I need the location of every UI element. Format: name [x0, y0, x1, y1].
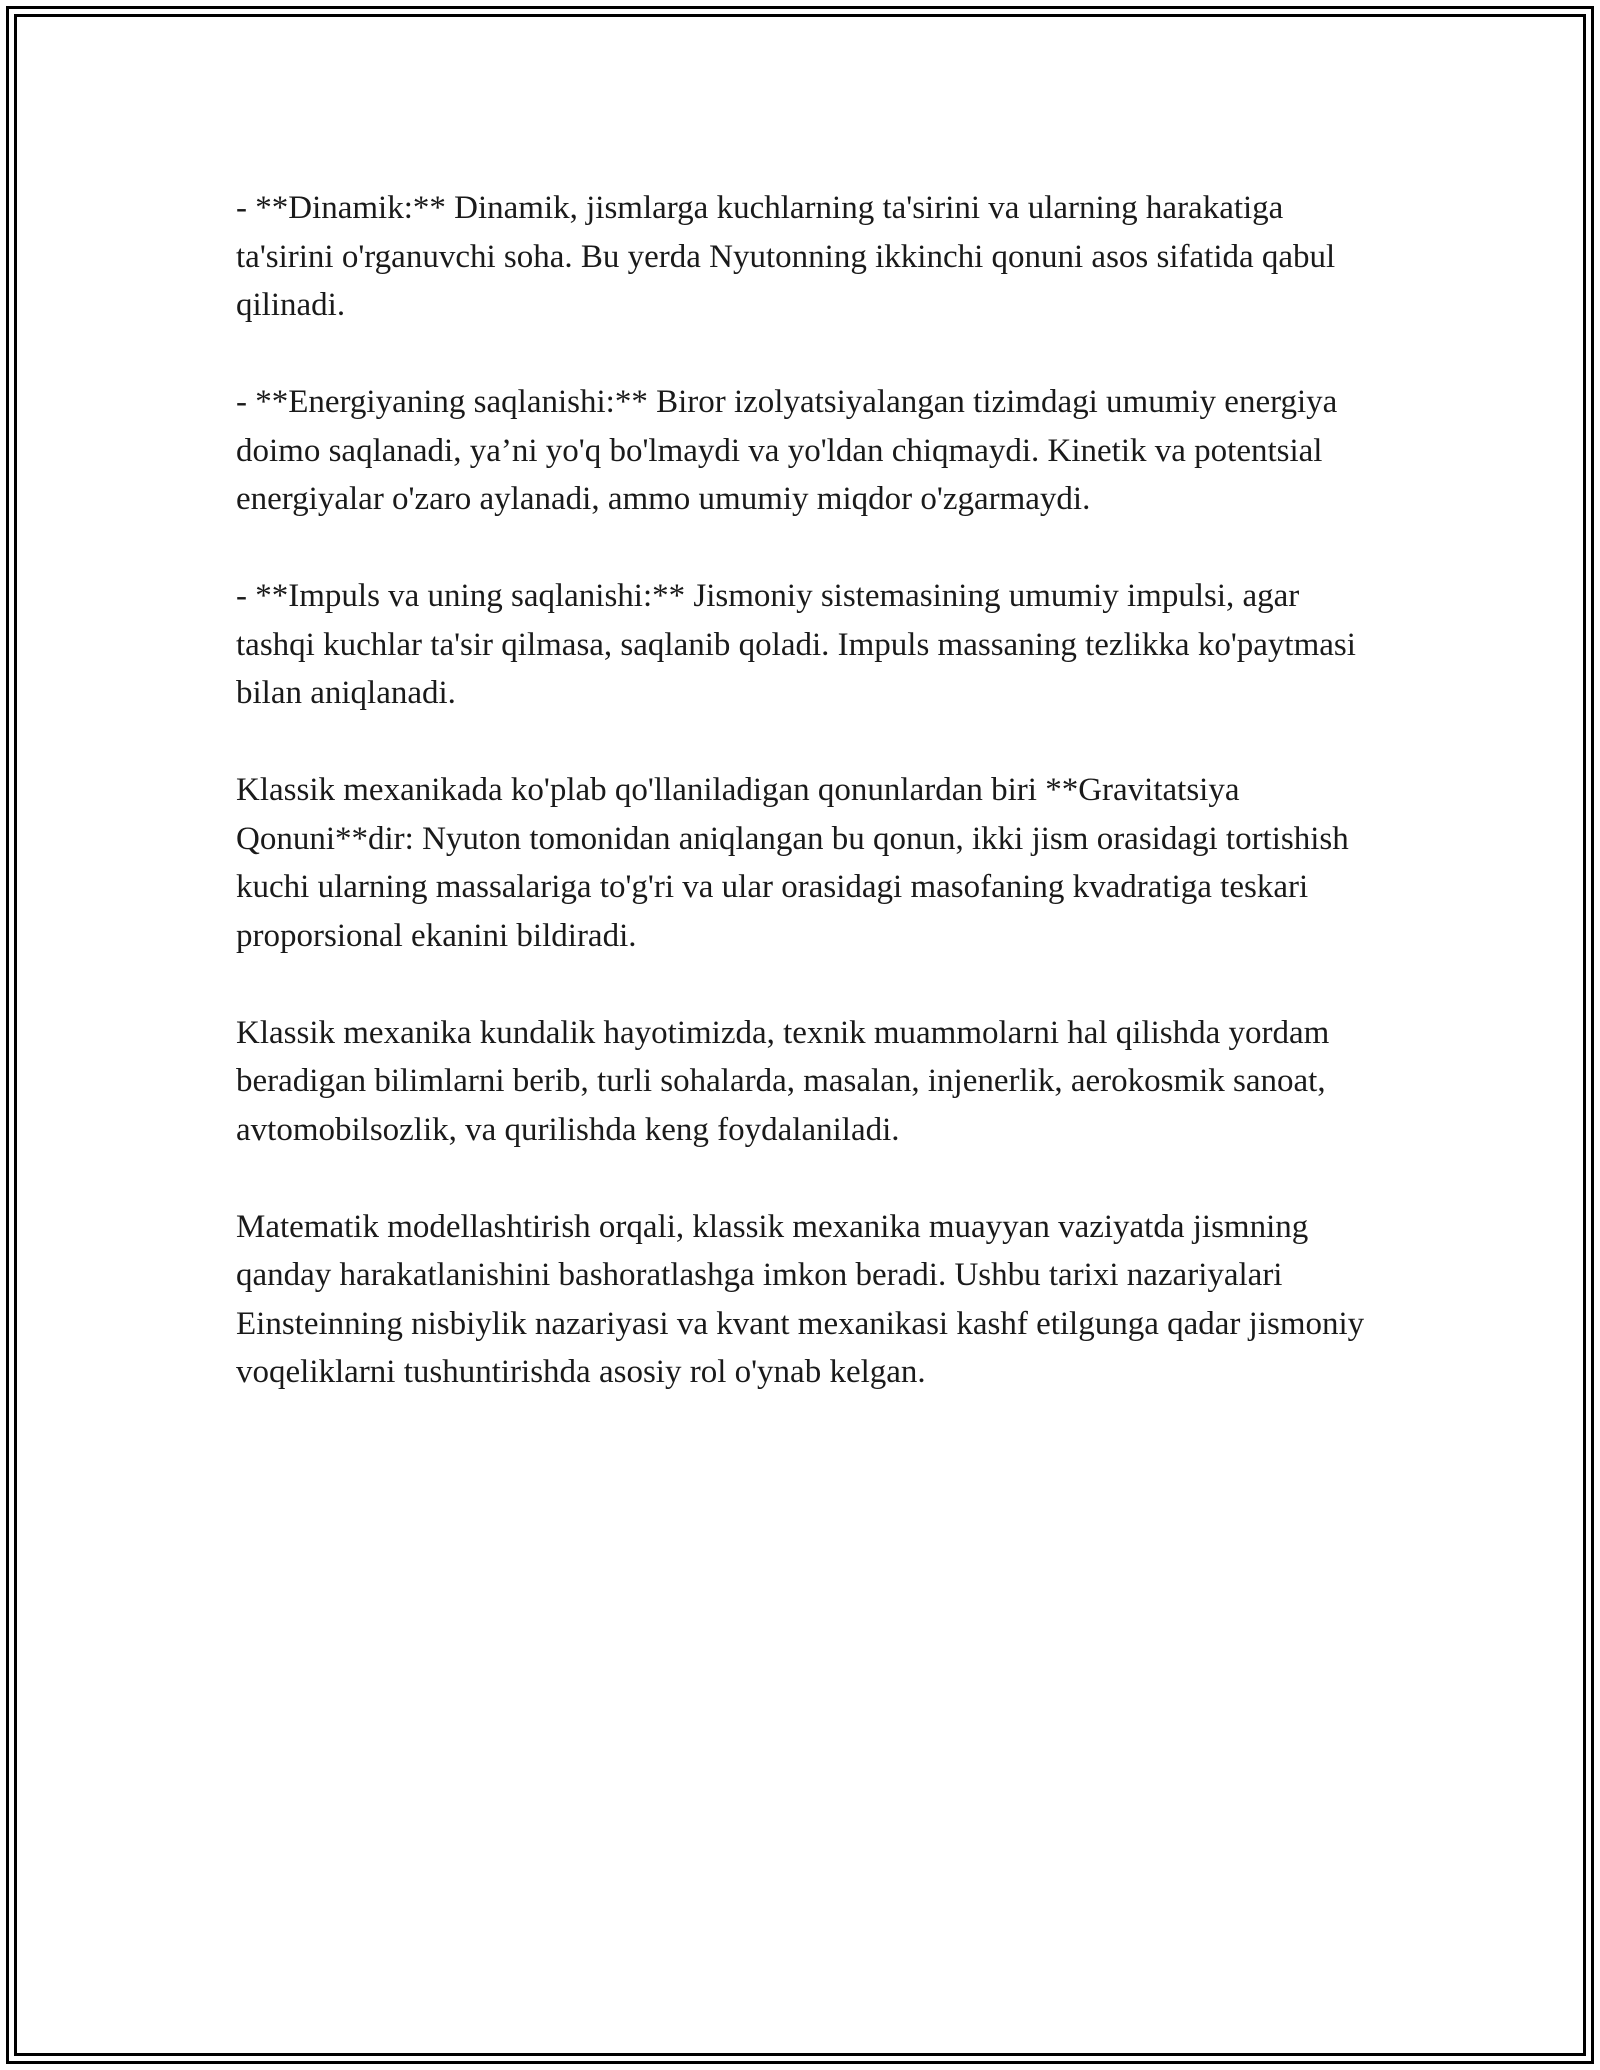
document-body: [236, 184, 1366, 1445]
paragraph-energiya-saqlanishi: - **Energiyaning saqlanishi:** Biror izolyatsiyalangan tizimdagi umumiy energiya doimo saqlanadi, ya’ni yo'q bo'lmaydi va yo'ldan chiqmaydi. Kinetik va potentsial energiyalar o'zaro aylanadi, ammo umumiy miqdor o'zgarmaydi.: [236, 384, 1338, 517]
paragraph-gravitatsiya-qonuni: Klassik mexanikada ko'plab qo'llaniladigan qonunlardan biri **Gravitatsiya Qonuni**dir: Nyuton tomonidan aniqlangan bu qonun, ikki jism orasidagi tortishish kuchi ularning massalariga to'g'ri va ular orasidagi masofaning kvadratiga teskari proporsional ekanini bildiradi.: [236, 772, 1349, 954]
paragraph-kundalik-hayot: Klassik mexanika kundalik hayotimizda, texnik muammolarni hal qilishda yordam beradigan bilimlarni berib, turli sohalarda, masalan, injenerlik, aerokosmik sanoat, avtomobilsozlik, va qurilishda keng foydalaniladi.: [236, 1014, 1330, 1148]
paragraph-impuls-saqlanishi: - **Impuls va uning saqlanishi:** Jismoniy sistemasining umumiy impulsi, agar tashqi kuchlar ta'sir qilmasa, saqlanib qoladi. Impuls massaning tezlikka ko'paytmasi bilan aniqlanadi.: [236, 578, 1356, 711]
paragraph-matematik-modellashtirish: Matematik modellashtirish orqali, klassik mexanika muayyan vaziyatda jismning qanday harakatlanishini bashoratlashga imkon beradi. Ushbu tarixi nazariyalari Einsteinning nisbiylik nazariyasi va kvant mexanikasi kashf etilgunga qadar jismoniy voqeliklarni tushuntirishda asosiy rol o'ynab kelgan.: [236, 1208, 1365, 1390]
paragraph-dinamik: - **Dinamik:** Dinamik, jismlarga kuchlarning ta'sirini va ularning harakatiga ta'sirini o'rganuvchi soha. Bu yerda Nyutonning ikkinchi qonuni asos sifatida qabul qilinadi.: [236, 190, 1336, 323]
